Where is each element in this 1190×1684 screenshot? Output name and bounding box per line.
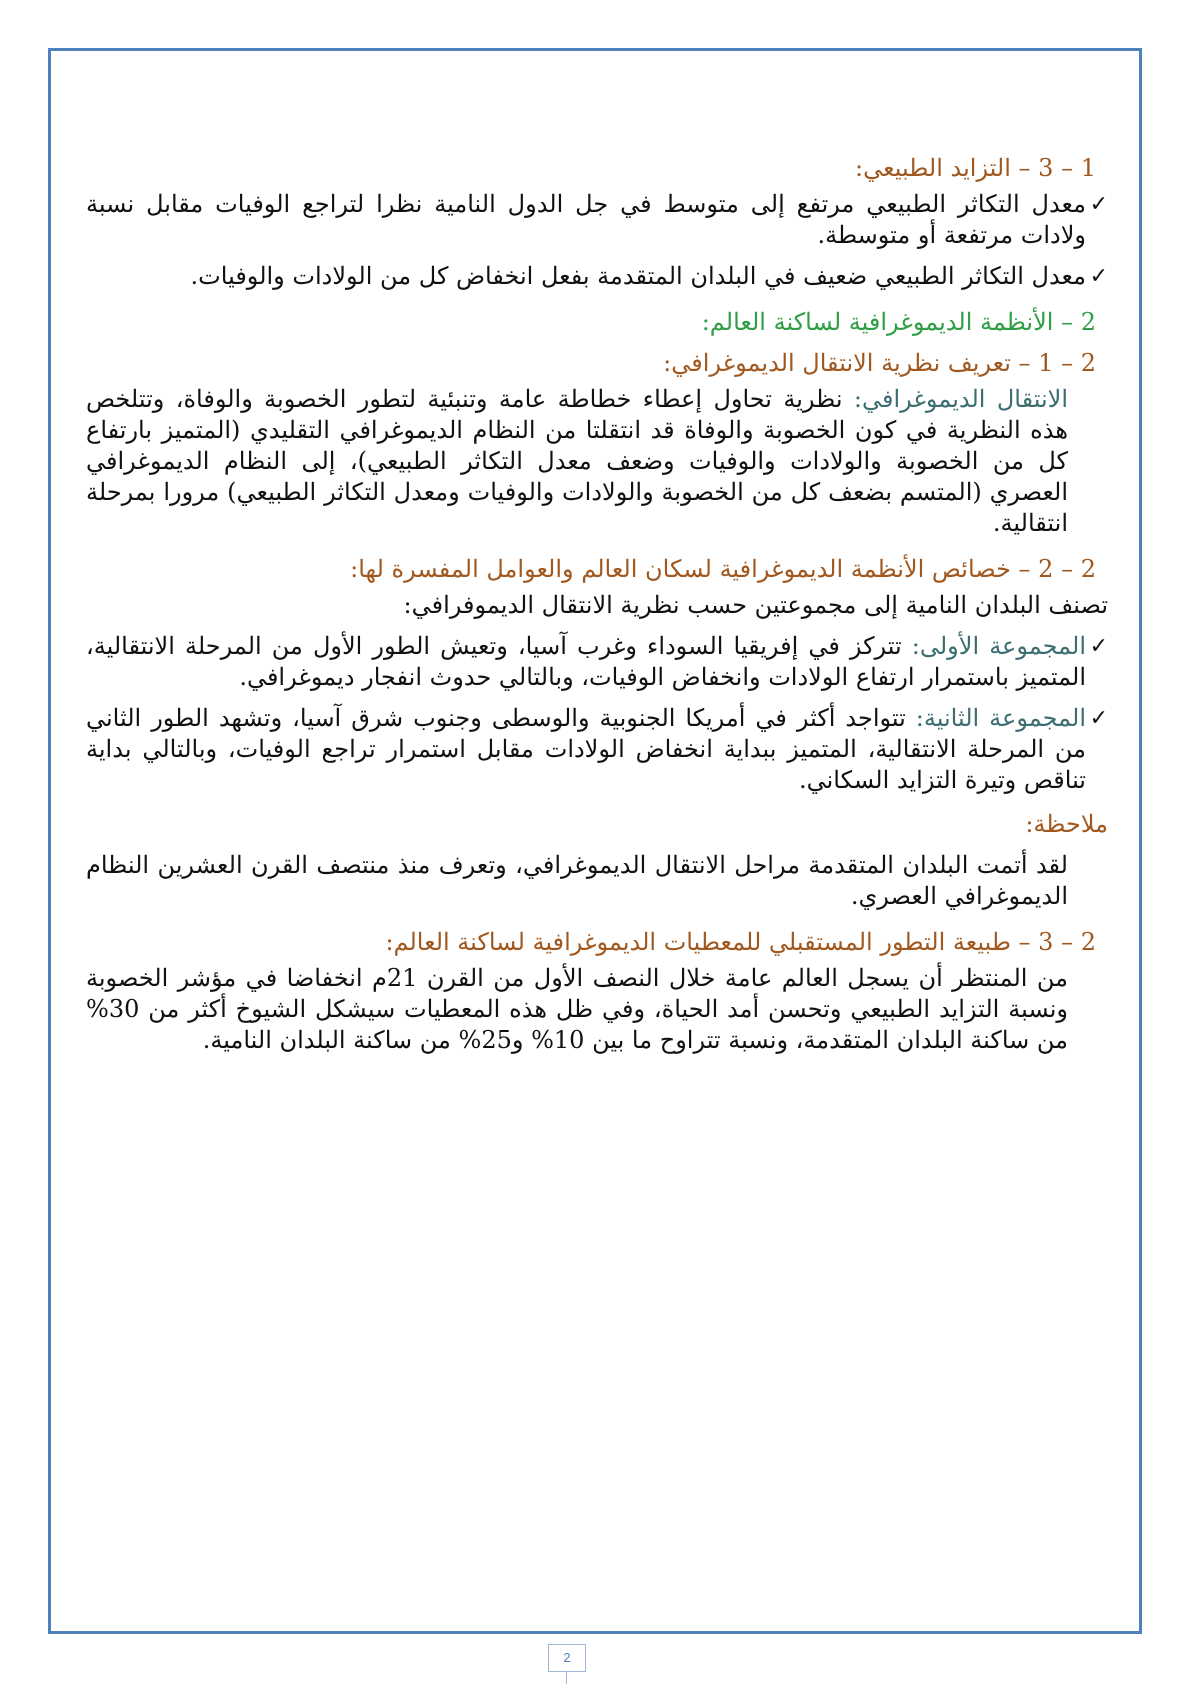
intro-paragraph <box>86 590 1108 621</box>
future-paragraph <box>86 963 1108 1056</box>
list-item <box>86 703 1108 796</box>
future-text: من المنتظر أن يسجل العالم عامة خلال النصف الأول من القرن 21م انخفاضا في مؤشر الخصوبة ونسبة التزايد الطبيعي وتحسن أمد الحياة، وفي ظل هذه المعطيات سيشكل الشيوخ أكثر من 30% من ساكنة البلدان المتقدمة، ونسبة تتراوح ما بين 10% و25% من ساكنة البلدان النامية. <box>86 964 1069 1054</box>
list-item <box>86 261 1108 292</box>
check-icon: ✓ <box>1089 706 1108 731</box>
page-number: 2 <box>548 1644 586 1672</box>
check-icon: ✓ <box>1089 634 1108 659</box>
definition-text: نظرية تحاول إعطاء خطاطة عامة وتنبئية لتطور الخصوبة والوفاة، وتتلخص هذه النظرية في كون الخصوبة والوفاة قد انتقلتا من النظام الديموغرافي التقليدي (المتميز بارتفاع كل من الخصوبة والولادات والوفيات وضعف معدل التكاثر الطبيعي)، إلى النظام الديموغرافي العصري (المتسم بضعف كل من الخصوبة والولادات والوفيات ومعدل التكاثر الطبيعي) مرورا بمرحلة انتقالية. <box>86 385 1069 537</box>
heading-2: 2 – الأنظمة الديموغرافية لساكنة العالم: <box>701 308 1096 336</box>
group-term: المجموعة الثانية: <box>915 704 1086 732</box>
page-number-stem <box>566 1672 567 1684</box>
check-icon: ✓ <box>1089 192 1108 217</box>
heading-2-1: 2 – 1 – تعريف نظرية الانتقال الديموغرافي: <box>663 349 1096 377</box>
note-text: لقد أتمت البلدان المتقدمة مراحل الانتقال الديموغرافي، وتعرف منذ منتصف القرن العشرين النظام الديموغرافي العصري. <box>86 851 1068 910</box>
definition-term: الانتقال الديموغرافي: <box>853 385 1068 413</box>
list-item-text: معدل التكاثر الطبيعي ضعيف في البلدان المتقدمة بفعل انخفاض كل من الولادات والوفيات. <box>190 262 1086 290</box>
group-text: تتركز في إفريقيا السوداء وغرب آسيا، وتعيش الطور الأول من المرحلة الانتقالية، المتميز باستمرار ارتفاع الولادات وانخفاض الوفيات، وبالتالي حدوث انفجار ديموغرافي. <box>86 632 1086 691</box>
list-item <box>86 189 1108 251</box>
list-item <box>86 631 1108 693</box>
definition-paragraph <box>86 384 1108 539</box>
note-heading: ملاحظة: <box>1025 810 1108 838</box>
document-body <box>86 148 1108 1066</box>
note-paragraph <box>86 850 1108 912</box>
intro-text: تصنف البلدان النامية إلى مجموعتين حسب نظرية الانتقال الديموفرافي: <box>403 591 1108 619</box>
list-item-text: معدل التكاثر الطبيعي مرتفع إلى متوسط في جل الدول النامية نظرا لتراجع الوفيات مقابل نسبة ولادات مرتفعة أو متوسطة. <box>86 190 1086 249</box>
heading-1-3: 1 – 3 – التزايد الطبيعي: <box>855 154 1096 182</box>
group-term: المجموعة الأولى: <box>911 632 1086 660</box>
heading-2-2: 2 – 2 – خصائص الأنظمة الديموغرافية لسكان العالم والعوامل المفسرة لها: <box>350 555 1096 583</box>
group-text: تتواجد أكثر في أمريكا الجنوبية والوسطى وجنوب شرق آسيا، وتشهد الطور الثاني من المرحلة الانتقالية، المتميز ببداية انخفاض الولادات مقابل استمرار تراجع الوفيات، وبالتالي بداية تناقص وتيرة التزايد السكاني. <box>86 704 1086 794</box>
check-icon: ✓ <box>1089 264 1108 289</box>
heading-2-3: 2 – 3 – طبيعة التطور المستقبلي للمعطيات الديموغرافية لساكنة العالم: <box>385 928 1096 956</box>
